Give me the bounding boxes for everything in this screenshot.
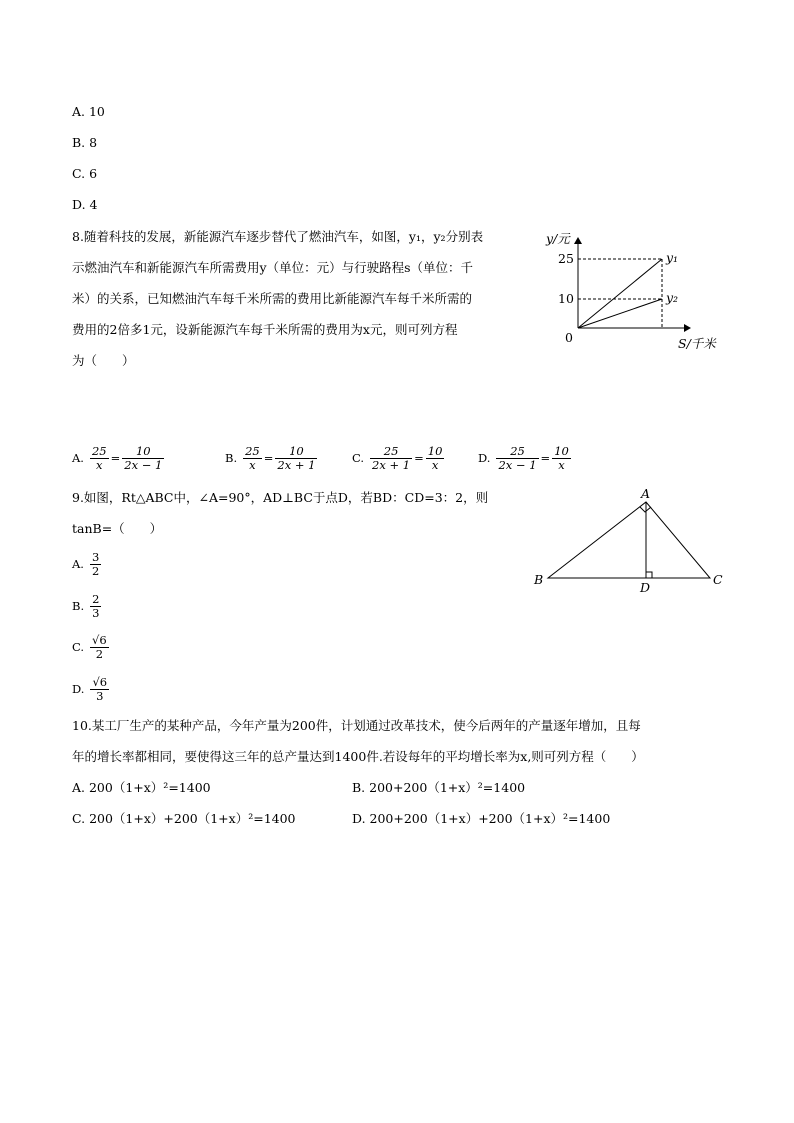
q8-d-right-num: 10: [554, 443, 569, 458]
q8-c-right-num: 10: [427, 443, 443, 458]
q9-c-num: √6: [92, 632, 107, 647]
q9-option-b-label: B.: [72, 599, 85, 613]
q8-option-d-label: D.: [478, 451, 491, 465]
q9-option-a-label: A.: [72, 557, 84, 571]
q8-line-y1: [578, 259, 662, 328]
q8-label-y1: y₁: [666, 250, 679, 265]
q10-option-a: A. 200（1+x）²=1400: [72, 780, 211, 795]
q8-option-c-label: C.: [352, 451, 365, 465]
q8-c-left-num: 25: [370, 445, 412, 459]
q9-figure: [528, 484, 728, 594]
q8-option-b: B. $\frac{25}{x}$ = $\frac{10}{2x + 1}$: [225, 441, 319, 475]
q8-a-right-num: 10: [122, 445, 164, 459]
q9-b-num: 2: [92, 591, 100, 606]
option-d-prev: D. 4: [72, 197, 98, 212]
q9-option-d: [72, 672, 111, 706]
q9-label-c: C: [713, 572, 723, 587]
q8-line-4: 费用的2倍多1元，设新能源汽车每千米所需的费用为x元，则可列方程: [72, 322, 458, 337]
q9-b-den: 3: [92, 605, 100, 620]
q8-tick-10: 10: [558, 291, 574, 306]
q9-label-b: B: [534, 572, 544, 587]
q8-d-left-den: 2x − 1: [498, 457, 537, 472]
q8-b-left-num: 25: [245, 443, 260, 458]
q9-a-num: 3: [91, 549, 100, 564]
q9-d-num: √6: [92, 674, 108, 689]
q9-line-2: tanB=（ ）: [72, 521, 163, 536]
q9-option-c: [72, 630, 111, 664]
q8-b-right-num: 10: [275, 445, 317, 459]
q8-option-c: C. $\frac{25}{2x + 1}$ = $\frac{10}{x}$: [352, 441, 446, 475]
q8-b-right-den: 2x + 1: [277, 457, 316, 472]
q9-d-den: 3: [96, 688, 104, 703]
q9-right-angle-d: [646, 572, 652, 578]
q8-d-right-den: x: [558, 457, 565, 472]
q9-a-den: 2: [91, 563, 100, 578]
q8-line-3: 米）的关系，已知燃油汽车每千米所需的费用比新能源汽车每千米所需的: [72, 291, 473, 306]
q8-a-left-den: x: [96, 457, 103, 472]
q10-line-2: 年的增长率都相同，要使得这三年的总产量达到1400件.若设每年的平均增长率为x,则可列方程（ ）: [72, 749, 644, 764]
q8-origin-label: 0: [565, 330, 573, 345]
q8-option-d: D. $\frac{25}{2x - 1}$ = $\frac{10}{x}$: [478, 441, 573, 475]
q9-c-den: 2: [95, 646, 104, 661]
q8-b-left-den: x: [249, 457, 256, 472]
q8-tick-25: 25: [558, 251, 574, 266]
q8-graph: [540, 228, 730, 358]
q9-option-a: [72, 547, 103, 581]
q9-line-1: 9.如图，Rt△ABC中，∠A=90°，AD⊥BC于点D，若BD：CD=3：2，则: [72, 490, 489, 505]
q10-line-1: 10.某工厂生产的某种产品，今年产量为200件，计划通过改革技术，使今后两年的产量逐年增加，且每: [72, 718, 641, 733]
q8-c-right-den: x: [431, 457, 439, 472]
q8-label-y2: y₂: [666, 290, 679, 305]
q9-option-d-label: D.: [72, 682, 85, 696]
q8-option-a-label: A.: [72, 451, 84, 465]
option-c-prev: C. 6: [72, 166, 98, 181]
q8-a-right-den: 2x − 1: [124, 457, 163, 472]
q8-option-a: A. $\frac{25}{x}$ = $\frac{10}{2x - 1}$: [72, 441, 166, 475]
q8-line-5: 为（ ）: [72, 353, 135, 368]
q10-option-b: B. 200+200（1+x）²=1400: [352, 780, 526, 795]
q9-label-d: D: [640, 580, 651, 594]
q8-c-left-den: 2x + 1: [372, 457, 411, 472]
q8-line-1: 8.随着科技的发展，新能源汽车逐步替代了燃油汽车，如图，y₁，y₂分别表: [72, 229, 484, 244]
option-a-prev: A. 10: [72, 104, 105, 119]
q8-x-axis-label: S/千米: [678, 336, 716, 351]
q8-a-left-num: 25: [91, 443, 107, 458]
q8-d-left-num: 25: [496, 445, 538, 459]
q10-option-c: C. 200（1+x）+200（1+x）²=1400: [72, 811, 296, 826]
q10-option-d: D. 200+200（1+x）+200（1+x）²=1400: [352, 811, 611, 826]
q9-option-c-label: C.: [72, 640, 85, 654]
q9-triangle-abc: [548, 502, 710, 578]
q8-option-b-label: B.: [225, 451, 238, 465]
q8-line-2: 示燃油汽车和新能源汽车所需费用y（单位：元）与行驶路程s（单位：千: [72, 260, 473, 275]
q8-line-y2: [578, 299, 662, 328]
q8-y-axis-label: y/元: [546, 231, 570, 246]
option-b-prev: B. 8: [72, 135, 98, 150]
q9-option-b: [72, 589, 103, 623]
q9-label-a: A: [641, 486, 651, 501]
